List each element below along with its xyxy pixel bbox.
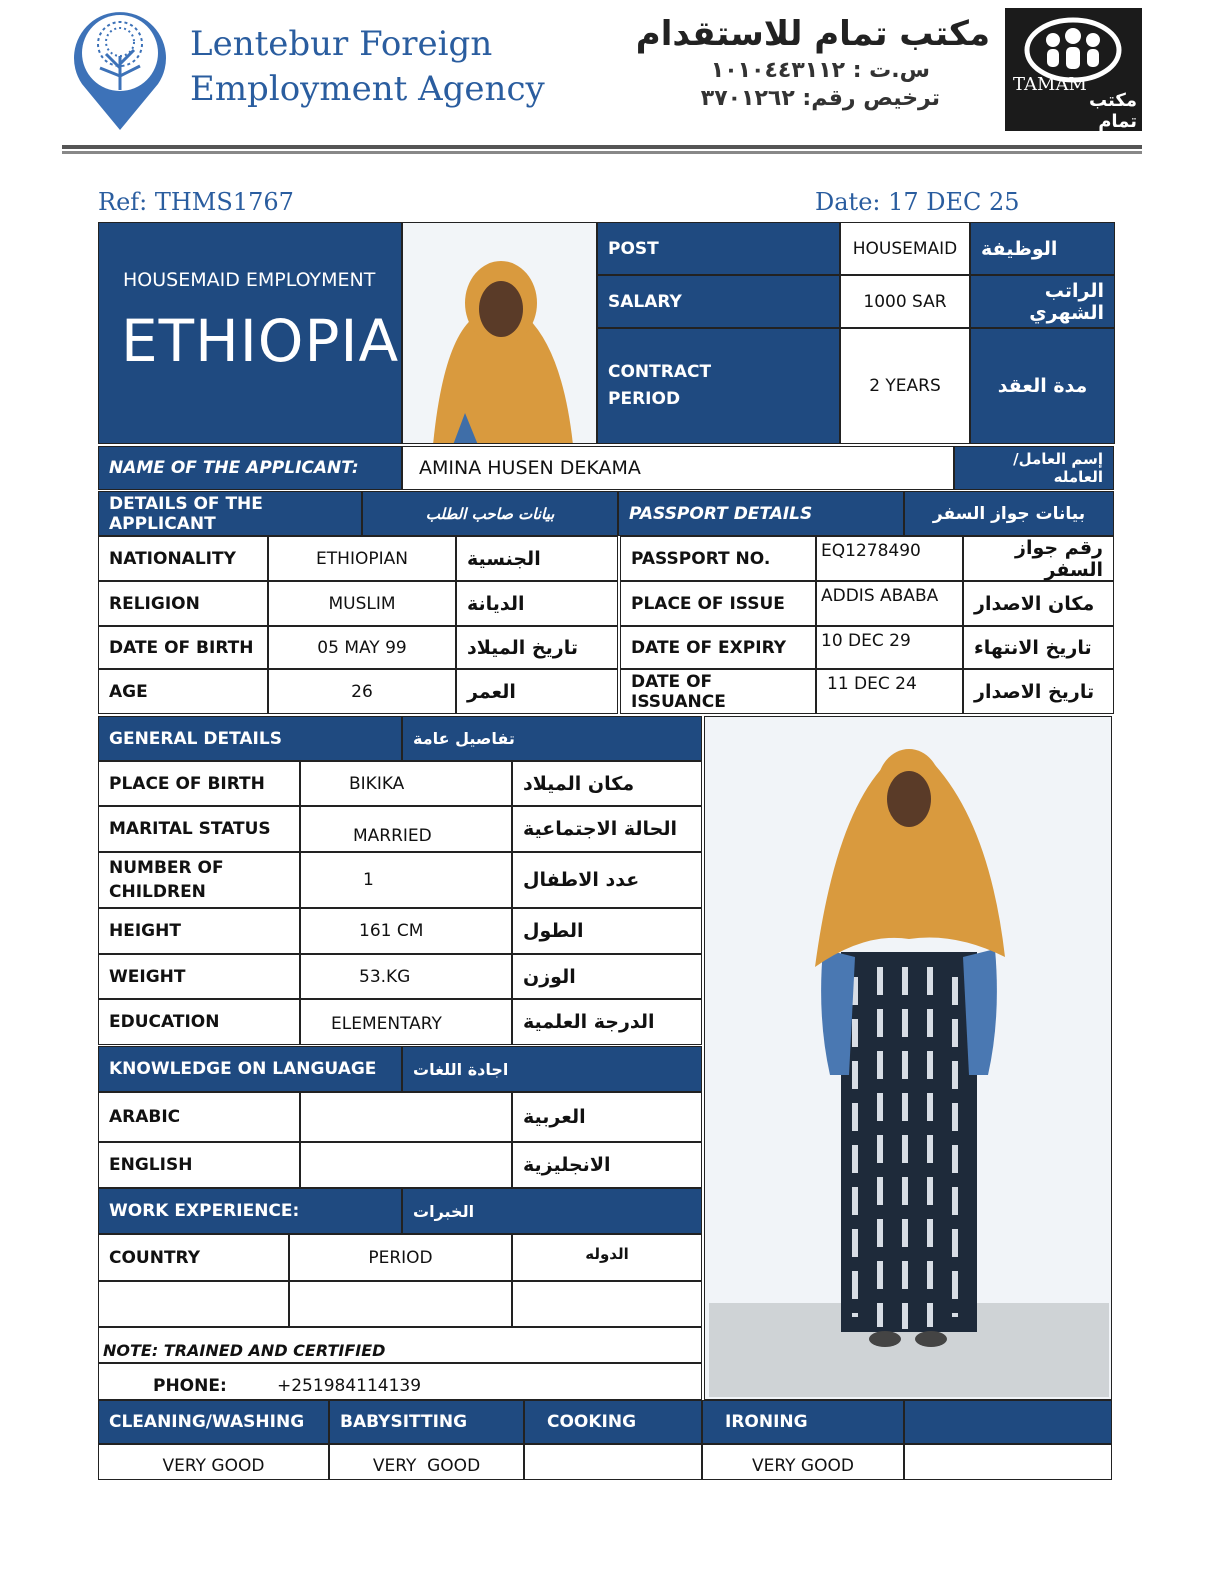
header-divider-thin	[62, 151, 1142, 154]
salary-label: SALARY	[597, 275, 840, 328]
number-of-children-label-text: NUMBER OF CHILDREN	[109, 858, 224, 902]
english-language-level	[300, 1142, 512, 1188]
nationality-arabic: الجنسية	[456, 536, 618, 581]
country-banner	[98, 222, 402, 444]
religion-arabic: الديانة	[456, 581, 618, 626]
passport-number-label: PASSPORT NO.	[620, 536, 816, 581]
arabic-language-level	[300, 1092, 512, 1142]
skill-extra-level	[904, 1444, 1112, 1480]
height-arabic: الطول	[512, 908, 702, 954]
banner-country: ETHIOPIA	[121, 307, 400, 375]
agency-name	[190, 22, 545, 112]
place-of-issue-arabic: مكان الاصدار	[963, 581, 1114, 626]
education-label: EDUCATION	[98, 999, 300, 1045]
details-header: DETAILS OF THE APPLICANT	[98, 491, 362, 536]
training-note: NOTE: TRAINED AND CERTIFIED	[98, 1327, 702, 1363]
contract-period-label	[597, 328, 840, 444]
work-experience-header-arabic: الخبرات	[402, 1188, 702, 1234]
age-arabic: العمر	[456, 669, 618, 714]
arabic-office-name: مكتب تمام للاستقدام	[635, 14, 990, 54]
language-header: KNOWLEDGE ON LANGUAGE	[98, 1046, 402, 1092]
applicant-name-arabic: إسم العامل/ العامله	[954, 446, 1114, 490]
work-period-column: PERIOD	[289, 1234, 512, 1281]
date-of-expiry-value: 10 DEC 29	[816, 626, 963, 669]
work-experience-header: WORK EXPERIENCE:	[98, 1188, 402, 1234]
skill-ironing-label: IRONING	[702, 1400, 904, 1444]
skill-babysitting-level: VERY GOOD	[329, 1444, 524, 1480]
work-row-arabic	[512, 1281, 702, 1327]
passport-number-arabic: رقم جواز السفر	[963, 536, 1114, 581]
arabic-language-label: ARABIC	[98, 1092, 300, 1142]
english-language-arabic: الانجليزية	[512, 1142, 702, 1188]
place-of-issue-value: ADDIS ABABA	[816, 581, 963, 626]
work-country-arabic-column: الدوله	[512, 1234, 702, 1281]
nationality-label: NATIONALITY	[98, 536, 268, 581]
place-of-birth-arabic: مكان الميلاد	[512, 761, 702, 806]
religion-value: MUSLIM	[268, 581, 456, 626]
weight-value: 53.KG	[300, 954, 512, 999]
post-arabic: الوظيفة	[970, 222, 1115, 275]
tamam-logo-text: TAMAM	[1013, 74, 1087, 95]
post-value: HOUSEMAID	[840, 222, 970, 275]
salary-arabic: الراتب الشهري	[970, 275, 1115, 328]
weight-arabic: الوزن	[512, 954, 702, 999]
height-value: 161 CM	[300, 908, 512, 954]
number-of-children-value: 1	[300, 852, 512, 908]
contract-period-label-text: CONTRACT PERIOD	[608, 362, 712, 409]
number-of-children-label	[98, 852, 300, 908]
language-header-arabic: اجادة اللغات	[402, 1046, 702, 1092]
skill-cleaning-label: CLEANING/WASHING	[98, 1400, 329, 1444]
marital-status-label: MARITAL STATUS	[98, 806, 300, 852]
nationality-value: ETHIOPIAN	[268, 536, 456, 581]
work-country-column: COUNTRY	[98, 1234, 289, 1281]
applicant-full-body-photo	[704, 716, 1112, 1400]
contract-period-arabic: مدة العقد	[970, 328, 1115, 444]
weight-label: WEIGHT	[98, 954, 300, 999]
passport-number-value: EQ1278490	[816, 536, 963, 581]
marital-status-value: MARRIED	[300, 806, 512, 852]
education-arabic: الدرجة العلمية	[512, 999, 702, 1045]
skill-ironing-level: VERY GOOD	[702, 1444, 904, 1480]
lentebur-logo	[70, 6, 170, 134]
date-of-birth-value: 05 MAY 99	[268, 626, 456, 669]
phone-number: +251984114139	[277, 1376, 422, 1396]
number-of-children-arabic: عدد الاطفال	[512, 852, 702, 908]
applicant-name-label: NAME OF THE APPLICANT:	[98, 446, 402, 490]
post-label: POST	[597, 222, 840, 275]
document-date: Date: 17 DEC 25	[815, 188, 1020, 216]
education-value: ELEMENTARY	[300, 999, 512, 1045]
date-of-birth-label: DATE OF BIRTH	[98, 626, 268, 669]
date-of-expiry-label: DATE OF EXPIRY	[620, 626, 816, 669]
arabic-cr-number: س.ت : ١٠١٠٤٤٣١١٢	[710, 58, 930, 83]
skill-babysitting-label: BABYSITTING	[329, 1400, 524, 1444]
date-of-issuance-label: DATE OF ISSUANCE	[620, 669, 816, 714]
phone-row	[98, 1363, 702, 1400]
banner-subtitle: HOUSEMAID EMPLOYMENT	[123, 269, 376, 291]
contract-period-value: 2 YEARS	[840, 328, 970, 444]
reference-number: Ref: THMS1767	[98, 188, 294, 216]
applicant-name: AMINA HUSEN DEKAMA	[402, 446, 954, 490]
place-of-birth-label: PLACE OF BIRTH	[98, 761, 300, 806]
arabic-license-number: ترخيص رقم: ٣٧٠١٢٦٢	[700, 86, 940, 111]
tamam-logo	[1005, 8, 1142, 131]
general-details-header: GENERAL DETAILS	[98, 716, 402, 761]
phone-label: PHONE:	[153, 1376, 227, 1396]
skill-cooking-level	[524, 1444, 702, 1480]
tamam-logo-arabic: مكتب تمام	[1088, 90, 1137, 132]
skill-cleaning-level: VERY GOOD	[98, 1444, 329, 1480]
religion-label: RELIGION	[98, 581, 268, 626]
passport-header: PASSPORT DETAILS	[618, 491, 904, 536]
arabic-language-arabic: العربية	[512, 1092, 702, 1142]
age-label: AGE	[98, 669, 268, 714]
place-of-issue-label: PLACE OF ISSUE	[620, 581, 816, 626]
header-divider	[62, 145, 1142, 149]
english-language-label: ENGLISH	[98, 1142, 300, 1188]
date-of-birth-arabic: تاريخ الميلاد	[456, 626, 618, 669]
height-label: HEIGHT	[98, 908, 300, 954]
date-of-issuance-value: 11 DEC 24	[816, 669, 963, 714]
general-details-header-arabic: تفاصيل عامة	[402, 716, 702, 761]
passport-header-arabic: بيانات جواز السفر	[904, 491, 1114, 536]
salary-value: 1000 SAR	[840, 275, 970, 328]
work-row-period	[289, 1281, 512, 1327]
work-row-country	[98, 1281, 289, 1327]
applicant-portrait	[402, 222, 597, 444]
age-value: 26	[268, 669, 456, 714]
place-of-birth-value: BIKIKA	[300, 761, 512, 806]
agency-name-line1: Lentebur Foreign	[190, 24, 493, 64]
agency-name-line2: Employment Agency	[190, 69, 545, 109]
skill-extra-label	[904, 1400, 1112, 1444]
marital-status-arabic: الحالة الاجتماعية	[512, 806, 702, 852]
date-of-issuance-arabic: تاريخ الاصدار	[963, 669, 1114, 714]
date-of-expiry-arabic: تاريخ الانتهاء	[963, 626, 1114, 669]
details-header-arabic: بيانات صاحب الطلب	[362, 491, 618, 536]
skill-cooking-label: COOKING	[524, 1400, 702, 1444]
